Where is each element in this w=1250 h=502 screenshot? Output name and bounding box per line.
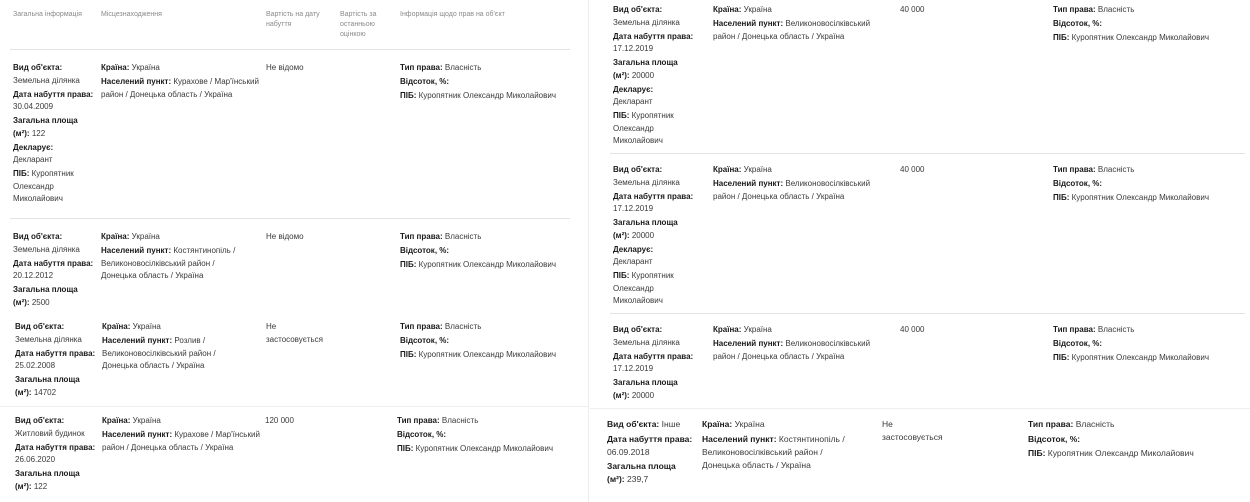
object-info: Вид об'єкта: Земельна ділянка Дата набуття права: 30.04.2009 Загальна площа (м²): 122 Декларує: Декларант ПІБ: Куропятник Олександр Миколайович	[13, 63, 94, 203]
table-row	[590, 164, 1250, 309]
value-cell: Не застосовується	[882, 419, 943, 442]
value-cell: Не застосовується	[266, 322, 323, 344]
location-info: Країна: Україна Населений пункт: Костянтинопіль / Великоновосілківський район / Донецька область / Україна	[702, 419, 845, 470]
row-divider	[590, 408, 1250, 409]
object-info: Вид об'єкта: Земельна ділянка Дата набуття права: 17.12.2019 Загальна площа (м²): 20000 Декларує: Декларант ПІБ: Куропятник Олександр Миколайович	[613, 5, 694, 145]
object-info: Вид об'єкта: Інше Дата набуття права: 06.09.2018 Загальна площа (м²): 239,7	[607, 419, 693, 484]
header-value-last: Вартість за останньою оцінкою	[340, 11, 377, 38]
rights-info: Тип права: Власність Відсоток, %: ПІБ: Куропятник Олександр Миколайович	[400, 322, 556, 359]
value-cell: 120 000	[265, 416, 294, 425]
value-cell: Не відомо	[266, 232, 304, 241]
table-row	[0, 62, 588, 212]
object-info: Вид об'єкта: Земельна ділянка Дата набуття права: 20.12.2012 Загальна площа (м²): 2500	[13, 232, 94, 307]
header-location: Місцезнаходження	[101, 11, 162, 18]
rights-info: Тип права: Власність Відсоток, %: ПІБ: Куропятник Олександр Миколайович	[1053, 5, 1209, 42]
object-info: Вид об'єкта: Земельна ділянка Дата набуття права: 17.12.2019 Загальна площа (м²): 20000 Декларує: Декларант ПІБ: Куропятник Олександр Миколайович	[613, 165, 694, 305]
table-row	[590, 418, 1250, 500]
value-cell: 40 000	[900, 165, 925, 174]
rights-info: Тип права: Власність Відсоток, %: ПІБ: Куропятник Олександр Миколайович	[400, 232, 556, 269]
table-row	[0, 415, 588, 500]
rights-info: Тип права: Власність Відсоток, %: ПІБ: Куропятник Олександр Миколайович	[1053, 325, 1209, 362]
rights-info: Тип права: Власність Відсоток, %: ПІБ: Куропятник Олександр Миколайович	[397, 416, 553, 453]
value-cell: 40 000	[900, 5, 925, 14]
row-divider	[610, 153, 1245, 154]
right-panel	[590, 0, 1250, 502]
row-divider	[10, 218, 570, 219]
table-row	[590, 324, 1250, 404]
header-divider	[10, 49, 570, 50]
location-info: Країна: Україна Населений пункт: Курахове / Мар'їнський район / Донецька область / Україна	[102, 416, 260, 452]
panel-separator	[588, 0, 589, 502]
location-info: Країна: Україна Населений пункт: Розлив / Великоновосілківський район / Донецька область / Україна	[102, 322, 216, 370]
header-rights-info: Інформація щодо прав на об'єкт	[400, 11, 505, 18]
left-panel	[0, 0, 588, 502]
header-value-date: Вартість на дату набуття	[266, 11, 320, 28]
location-info: Країна: Україна Населений пункт: Курахове / Мар'їнський район / Донецька область / Україна	[101, 63, 259, 99]
value-cell: Не відомо	[266, 63, 304, 72]
row-divider	[0, 406, 588, 407]
object-info: Вид об'єкта: Житловий будинок Дата набуття права: 26.06.2020 Загальна площа (м²): 122	[15, 416, 96, 491]
location-info: Країна: Україна Населений пункт: Костянтинопіль / Великоновосілківський район / Донецька область / Україна	[101, 232, 236, 280]
table-row	[0, 231, 588, 316]
row-divider	[610, 313, 1245, 314]
header-general: Загальна інформація	[13, 11, 82, 18]
rights-info: Тип права: Власність Відсоток, %: ПІБ: Куропятник Олександр Миколайович	[1053, 165, 1209, 202]
rights-info: Тип права: Власність Відсоток, %: ПІБ: Куропятник Олександр Миколайович	[1028, 419, 1194, 458]
location-info: Країна: Україна Населений пункт: Великоновосілківський район / Донецька область / Україна	[713, 325, 871, 361]
object-info: Вид об'єкта: Земельна ділянка Дата набуття права: 17.12.2019 Загальна площа (м²): 20000	[613, 325, 694, 400]
table-row	[590, 4, 1250, 149]
table-row	[0, 321, 588, 401]
value-cell: 40 000	[900, 325, 925, 334]
location-info: Країна: Україна Населений пункт: Великоновосілківський район / Донецька область / Україна	[713, 165, 871, 201]
object-info: Вид об'єкта: Земельна ділянка Дата набуття права: 25.02.2008 Загальна площа (м²): 14702	[15, 322, 96, 397]
location-info: Країна: Україна Населений пункт: Великоновосілківський район / Донецька область / Україна	[713, 5, 871, 41]
rights-info: Тип права: Власність Відсоток, %: ПІБ: Куропятник Олександр Миколайович	[400, 63, 556, 100]
